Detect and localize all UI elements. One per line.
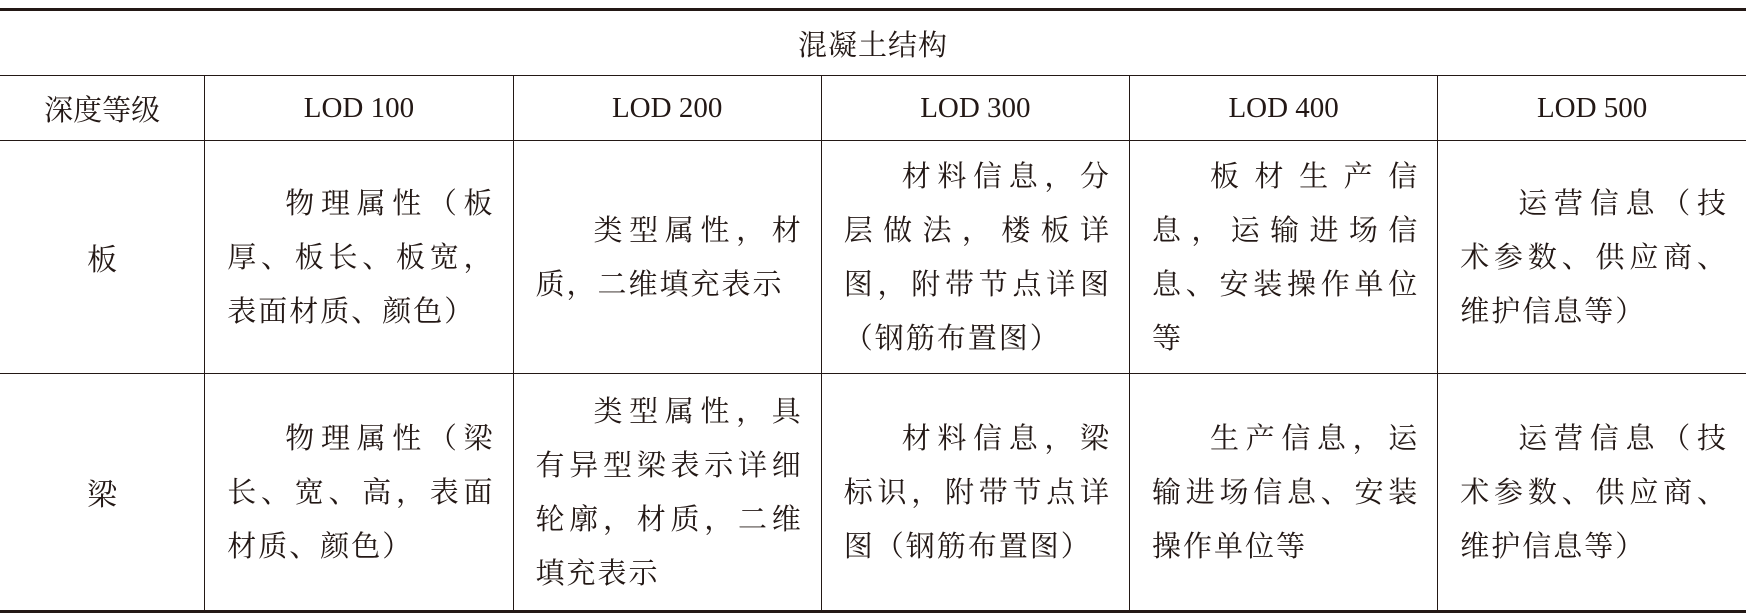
cell-beam-lod100 xyxy=(205,374,513,612)
header-lod-500: LOD 500 xyxy=(1438,76,1746,141)
cell-board-lod300 xyxy=(821,141,1129,374)
header-lod-300: LOD 300 xyxy=(821,76,1129,141)
cell-beam-lod500 xyxy=(1438,374,1746,612)
header-depth-level: 深度等级 xyxy=(0,76,205,141)
cell-board-lod200 xyxy=(513,141,821,374)
header-lod-400: LOD 400 xyxy=(1130,76,1438,141)
header-lod-200: LOD 200 xyxy=(513,76,821,141)
cell-board-lod500 xyxy=(1438,141,1746,374)
cell-text: 材料信息，分层做法，楼板详图，附带节点详图（钢筋布置图） xyxy=(843,159,1111,355)
table-row-beam xyxy=(0,374,1746,612)
lod-table xyxy=(0,8,1746,613)
table-title: 混凝土结构 xyxy=(0,10,1746,76)
table-header-row xyxy=(0,76,1746,141)
cell-text: 运营信息（技术参数、供应商、维护信息等） xyxy=(1460,421,1728,563)
cell-text: 材料信息，梁标识，附带节点详图（钢筋布置图） xyxy=(843,421,1111,563)
header-lod-100: LOD 100 xyxy=(205,76,513,141)
cell-beam-lod400 xyxy=(1130,374,1438,612)
table-title-row xyxy=(0,10,1746,76)
cell-text: 类型属性，材质，二维填充表示 xyxy=(535,213,803,301)
cell-beam-lod300 xyxy=(821,374,1129,612)
cell-text: 板材生产信息，运输进场信息、安装操作单位等 xyxy=(1152,159,1420,355)
cell-beam-lod200 xyxy=(513,374,821,612)
cell-text: 运营信息（技术参数、供应商、维护信息等） xyxy=(1460,186,1728,328)
cell-board-lod100 xyxy=(205,141,513,374)
cell-board-lod400 xyxy=(1130,141,1438,374)
row-label-board: 板 xyxy=(0,141,205,374)
cell-text: 物理属性（板厚、板长、板宽，表面材质、颜色） xyxy=(227,186,495,328)
cell-text: 类型属性，具有异型梁表示详细轮廓，材质，二维填充表示 xyxy=(535,394,803,590)
cell-text: 物理属性（梁长、宽、高，表面材质、颜色） xyxy=(227,421,495,563)
cell-text: 生产信息，运输进场信息、安装操作单位等 xyxy=(1152,421,1420,563)
row-label-beam: 梁 xyxy=(0,374,205,612)
table-row-board xyxy=(0,141,1746,374)
